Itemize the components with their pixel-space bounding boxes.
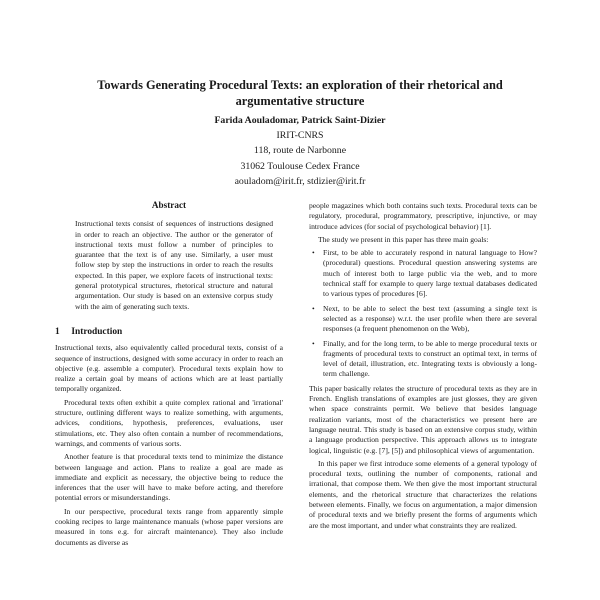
goals-list [309,248,537,380]
author-names: Farida Aouladomar, Patrick Saint-Dizier [214,115,386,126]
right-paragraph-3: This paper basically relates the structure of procedural texts as they are in French. English translations of examples are just glosses, they are given when space constraints permit. We believe that besides language realization variants, most of the characteristics we present here are language neutral. This study is based on an extensive corpus study, within a language production perspective. This approach allows us to integrate logical, linguistic (e.g. [7], [5]) and philosophical views of argumentation. [309,383,537,455]
title-line-1: Towards Generating Procedural Texts: an exploration of their rhetorical and [97,78,503,92]
address-line-2: 31062 Toulouse Cedex France [240,160,360,172]
bullet-icon: • [312,338,315,348]
title-line-2: argumentative structure [235,94,365,108]
bullet-icon: • [312,248,315,258]
goals-intro: The study we present in this paper has three main goals: [318,234,489,244]
section-heading-introduction [55,327,283,337]
right-paragraph-1: people magazines which both contains such texts. Procedural texts can be regulatory, procedural, programmatory, prescriptive, injunctive, or may introduce advices (for social of psychological behavior) [1]. [309,201,537,231]
affiliation: IRIT-CNRS [276,130,324,142]
right-column [309,201,537,534]
goal-text: Finally, and for the long term, to be able to merge procedural texts or fragments of procedural texts to construct an optimal text, in terms of level of detail, illustration, etc. Integrating texts is obviously a long-term challenge. [323,338,537,379]
left-column [55,200,283,551]
intro-paragraph-3: Another feature is that procedural texts tend to minimize the distance between language and action. Plans to realize a goal are made as immediate and explicit as necessary, the objective being to reduce the inferences that the user will have to make before acting, and therefore potential errors or misunderstandings. [55,452,283,503]
paper-title [60,77,540,109]
goal-text: Next, to be able to select the best text (assuming a single text is selected as a response) w.r.t. the user profile when there are several responses (a frequent phenomenon on the Web), [323,303,537,334]
section-title: Introduction [71,326,123,337]
goal-text: First, to be able to accurately respond in natural language to How? (procedural) questions. Procedural question answering systems are much of interest both to large public via the web, and to more technical staff for example to query large textual databases dedicated to various types of procedures [6]. [323,248,537,299]
goal-item [309,339,537,380]
intro-paragraph-2: Procedural texts often exhibit a quite complex rational and 'irrational' structure, outlining different ways to realize something, with arguments, advices, conditions, hypothesis, preferences, evaluations, user stimulations, etc. They also often contain a number of recommendations, warnings, and comments of various sorts. [55,397,283,448]
bullet-icon: • [312,303,315,313]
intro-paragraph-4: In our perspective, procedural texts range from apparently simple cooking recipes to large maintenance manuals (whose paper versions are measured in tons e.g. for aircraft maintenance). They also include documents as diverse as [55,506,283,547]
goal-item [309,248,537,299]
author-emails: aouladom@irit.fr, stdizier@irit.fr [234,175,366,187]
right-paragraph-4: In this paper we first introduce some elements of a general typology of procedural texts, outlining the number of components, rational and irrational, that compose them. We then give the most important structural elements, and the rhetorical structure that characterizes the relations between elements. Finally, we focus on argumentation, a major dimension of procedural texts and we briefly present the forms of arguments which are the most important, and under what constraints they are realized. [309,458,537,530]
intro-paragraph-1: Instructional texts, also equivalently called procedural texts, consist of a sequence of instructions, designed with some accuracy in order to reach an objective (e.g. assemble a computer). Procedural texts explain how to realize a certain goal by means of actions which are at least partially temporally organized. [55,343,283,394]
section-number: 1 [55,326,60,337]
abstract-text: Instructional texts consist of sequences of instructions designed in order to reach an objective. The author or the generator of instructional texts must follow a number of principles to guarantee that the text is of any use. Similarly, a user must follow step by step the instructions in order to reach the results expected. In this paper, we explore facets of instructional texts: general prototypical structures, rhetorical structure and natural argumentation. Our study is based on an extensive corpus study with the aim of generating such texts. [75,219,273,311]
goal-item [309,304,537,335]
address-line-1: 118, route de Narbonne [253,145,347,157]
author-block [100,113,500,189]
abstract-heading: Abstract [151,200,187,210]
